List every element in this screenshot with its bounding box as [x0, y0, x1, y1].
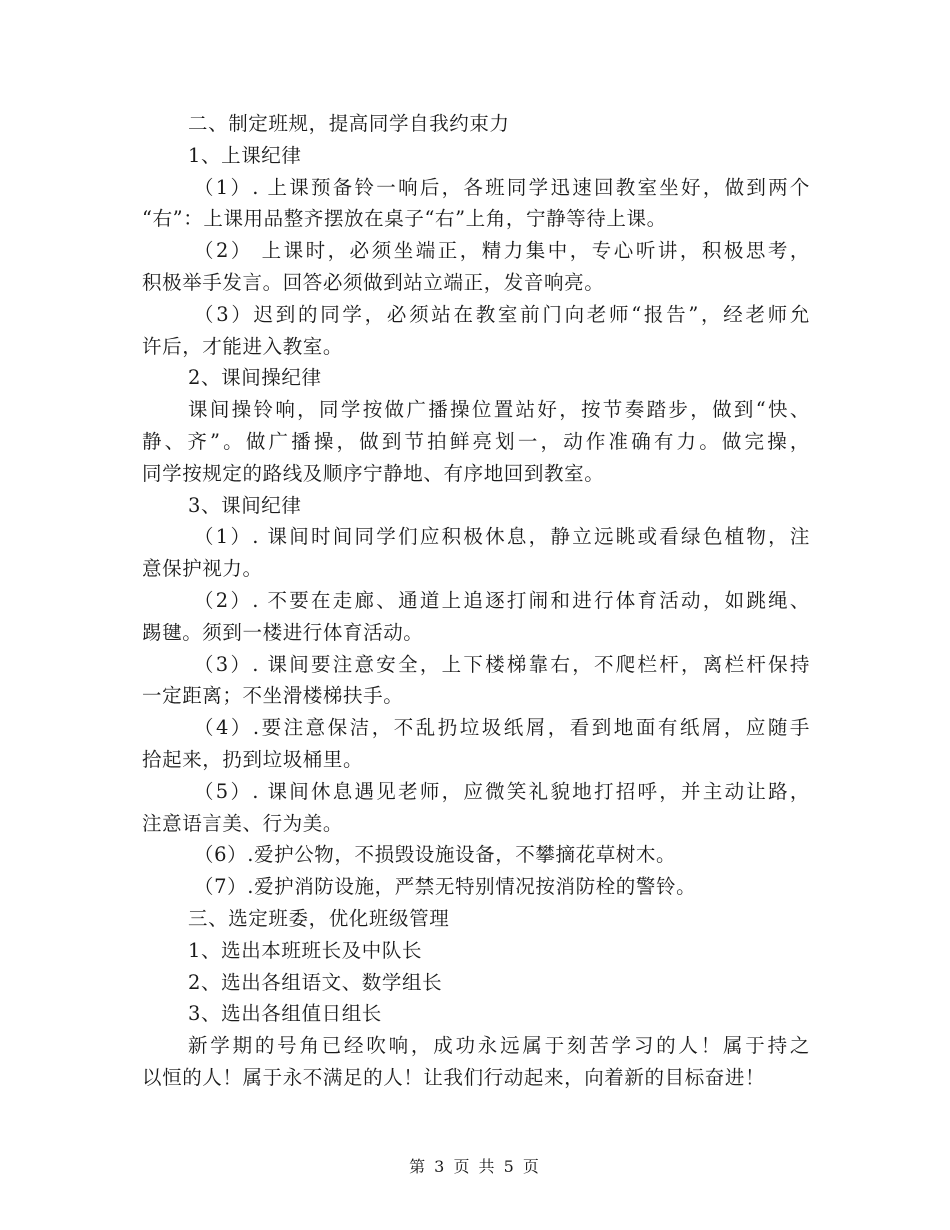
list-item: 3、选出各组值日组长: [188, 1002, 382, 1026]
paragraph-line: 新学期的号角已经吹响，成功永远属于刻苦学习的人！属于持之: [188, 1034, 810, 1058]
list-item: 1、选出本班班长及中队长: [188, 938, 423, 962]
paragraph-line: （3）迟到的同学，必须站在教室前门向老师“报告”，经老师允: [194, 302, 810, 326]
subsection-heading: 1、上课纪律: [188, 143, 302, 167]
paragraph-line: （3）. 课间要注意安全，上下楼梯靠右，不爬栏杆，离栏杆保持: [194, 652, 810, 676]
section-heading: 三、选定班委，优化班级管理: [188, 906, 450, 930]
paragraph-line: （7）.爱护消防设施，严禁无特别情况按消防栓的警铃。: [194, 875, 697, 899]
paragraph-line: “右”：上课用品整齐摆放在桌子“右”上角，宁静等待上课。: [142, 207, 667, 231]
paragraph-line: 以恒的人！属于永不满足的人！让我们行动起来，向着新的目标奋进！: [142, 1065, 766, 1089]
subsection-heading: 2、课间操纪律: [188, 366, 322, 390]
paragraph-line: （2） 上课时，必须坐端正，精力集中，专心听讲，积极思考，: [194, 239, 810, 263]
paragraph-line: 许后，才能进入教室。: [142, 334, 344, 358]
subsection-heading: 3、课间纪律: [188, 493, 302, 517]
paragraph-line: 拾起来，扔到垃圾桶里。: [142, 747, 364, 771]
paragraph-line: 同学按规定的路线及顺序宁静地、有序地回到教室。: [142, 461, 605, 485]
paragraph-line: 积极举手发言。回答必须做到站立端正，发音响亮。: [142, 270, 605, 294]
list-item: 2、选出各组语文、数学组长: [188, 970, 443, 994]
paragraph-line: （1）. 上课预备铃一响后，各班同学迅速回教室坐好，做到两个: [194, 175, 810, 199]
paragraph-line: 踢毽。须到一楼进行体育活动。: [142, 620, 424, 644]
paragraph-line: （4）.要注意保洁，不乱扔垃圾纸屑，看到地面有纸屑，应随手: [194, 716, 810, 740]
paragraph-line: 意保护视力。: [142, 557, 263, 581]
page-footer: [0, 1154, 950, 1177]
paragraph-line: （2）. 不要在走廊、通道上追逐打闹和进行体育活动，如跳绳、: [194, 588, 810, 612]
paragraph-line: （1）. 课间时间同学们应积极休息，静立远眺或看绿色植物，注: [194, 525, 810, 549]
paragraph-line: 一定距离；不坐滑楼梯扶手。: [142, 684, 404, 708]
paragraph-line: （5）. 课间休息遇见老师，应微笑礼貌地打招呼，并主动让路，: [194, 779, 810, 803]
paragraph-line: 静、齐”。做广播操，做到节拍鲜亮划一，动作准确有力。做完操，: [142, 429, 810, 453]
document-body: [142, 108, 810, 1094]
section-heading: 二、制定班规，提高同学自我约束力: [188, 112, 510, 135]
paragraph-line: （6）.爱护公物，不损毁设施设备，不攀摘花草树木。: [194, 843, 677, 867]
paragraph-line: 注意语言美、行为美。: [142, 811, 344, 835]
page-number-label: 第 3 页 共 5 页: [409, 1157, 541, 1176]
paragraph-line: 课间操铃响，同学按做广播操位置站好，按节奏踏步，做到“快、: [188, 398, 810, 422]
